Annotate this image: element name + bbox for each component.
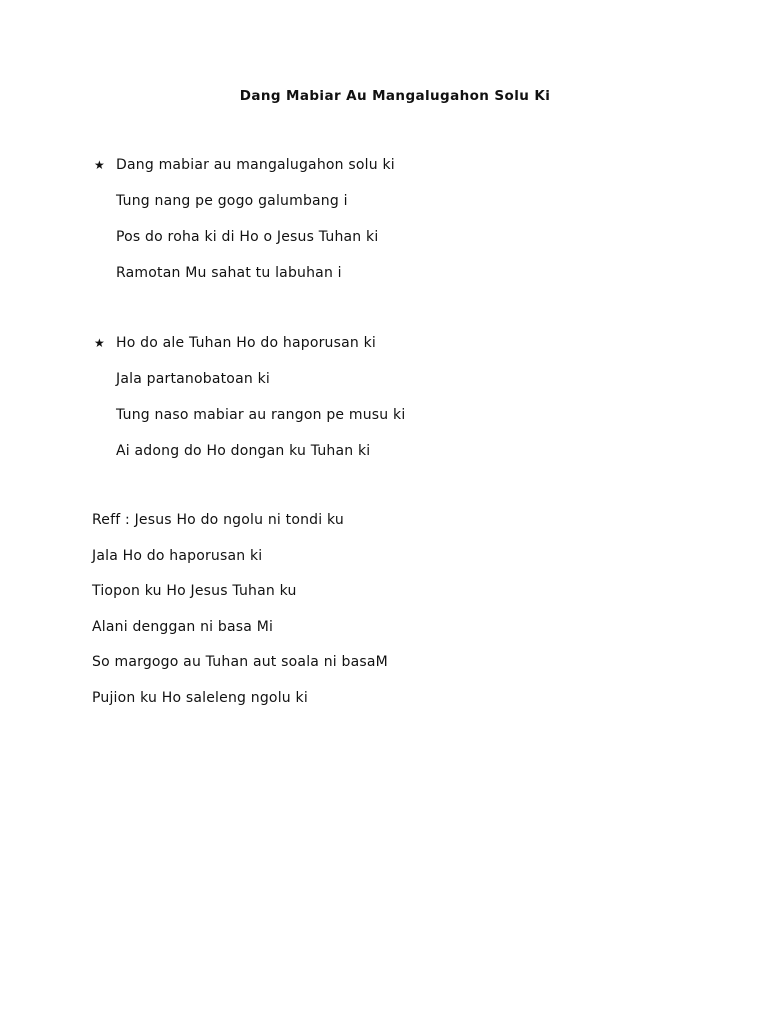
chorus-line	[92, 690, 388, 726]
verse-line	[94, 229, 395, 265]
verse-line-text: Ramotan Mu sahat tu labuhan i	[116, 265, 342, 281]
chorus-line	[92, 654, 388, 690]
verse-line	[94, 335, 405, 371]
verse-line	[94, 443, 405, 479]
chorus-line	[92, 548, 388, 584]
chorus-reff	[92, 512, 388, 726]
chorus-line	[92, 583, 388, 619]
verse-line-text: Ai adong do Ho dongan ku Tuhan ki	[116, 443, 371, 459]
chorus-line-text: Jala Ho do haporusan ki	[92, 547, 263, 564]
chorus-line-text: So margogo au Tuhan aut soala ni basaM	[92, 654, 388, 671]
star-bullet-icon: ★	[94, 336, 105, 350]
verse-line-text: Pos do roha ki di Ho o Jesus Tuhan ki	[116, 229, 379, 245]
verse-line	[94, 407, 405, 443]
song-title: Dang Mabiar Au Mangalugahon Solu Ki	[239, 88, 551, 104]
verse-line-text: Tung nang pe gogo galumbang i	[116, 193, 348, 209]
verse-line-text: Dang mabiar au mangalugahon solu ki	[116, 157, 395, 173]
verse-1	[94, 157, 395, 301]
verse-line-text: Jala partanobatoan ki	[116, 371, 270, 387]
verse-line	[94, 371, 405, 407]
verse-line-text: Tung naso mabiar au rangon pe musu ki	[116, 407, 406, 423]
chorus-line	[92, 619, 388, 655]
verse-2	[94, 335, 405, 479]
verse-line	[94, 157, 395, 193]
verse-line	[94, 265, 395, 301]
chorus-line-text: Tiopon ku Ho Jesus Tuhan ku	[92, 583, 297, 600]
chorus-line	[92, 512, 388, 548]
verse-line	[94, 193, 395, 229]
chorus-line-text: Pujion ku Ho saleleng ngolu ki	[92, 689, 308, 706]
verse-line-text: Ho do ale Tuhan Ho do haporusan ki	[116, 335, 377, 351]
chorus-line-text: Reff : Jesus Ho do ngolu ni tondi ku	[92, 512, 344, 528]
star-bullet-icon: ★	[94, 158, 105, 172]
chorus-line-text: Alani denggan ni basa Mi	[92, 618, 274, 635]
